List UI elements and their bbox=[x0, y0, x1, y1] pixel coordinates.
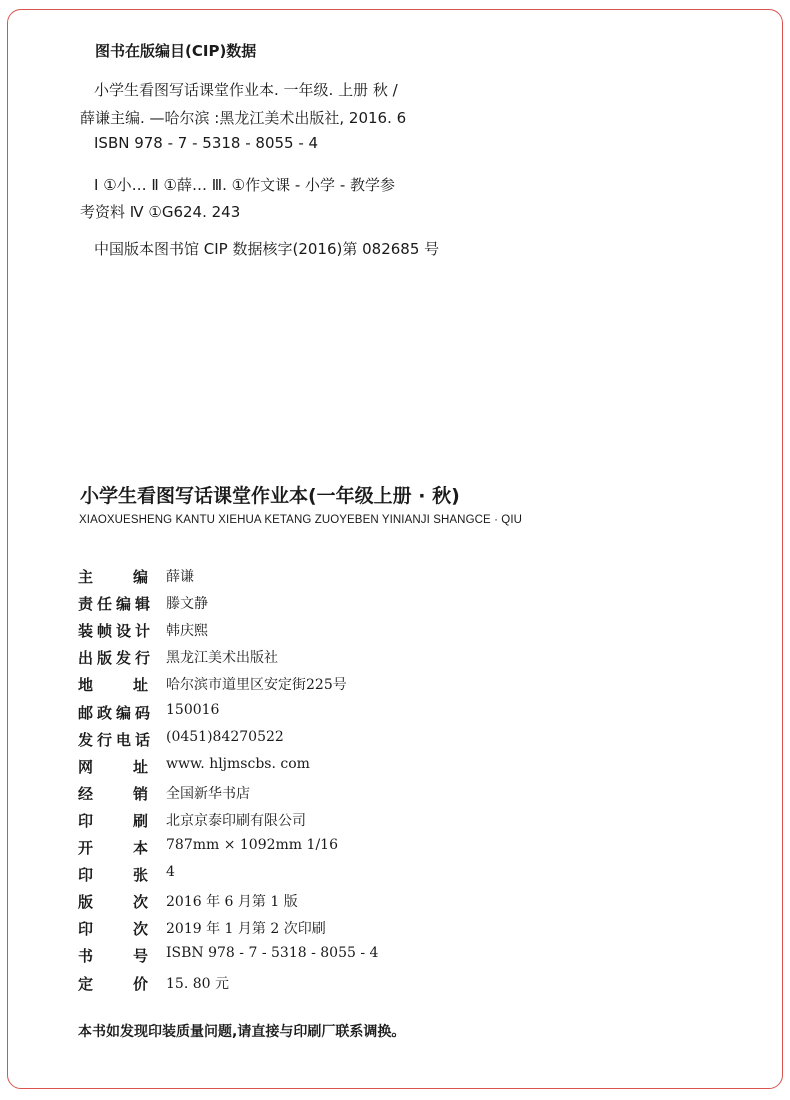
info-value: www. hljmscbs. com bbox=[166, 756, 310, 772]
info-label-char: 计 bbox=[134, 622, 150, 640]
info-label-char: 次 bbox=[132, 920, 148, 938]
info-value: 薛谦 bbox=[166, 569, 194, 585]
info-label-char: 书 bbox=[78, 947, 94, 965]
info-label-char: 张 bbox=[132, 866, 148, 884]
info-label-char: 定 bbox=[78, 975, 94, 993]
info-label bbox=[78, 566, 148, 587]
info-value: 4 bbox=[166, 864, 175, 880]
info-label bbox=[78, 891, 148, 912]
cip-line-title: 小学生看图写话课堂作业本. 一年级. 上册 秋 / bbox=[94, 81, 398, 99]
info-value: 15. 80 元 bbox=[166, 976, 229, 992]
info-label bbox=[78, 729, 150, 750]
info-value: ISBN 978 - 7 - 5318 - 8055 - 4 bbox=[166, 945, 379, 961]
info-label-char: 价 bbox=[132, 975, 148, 993]
info-value: 2019 年 1 月第 2 次印刷 bbox=[166, 921, 326, 937]
info-value: 滕文静 bbox=[166, 596, 208, 612]
cip-heading: 图书在版编目(CIP)数据 bbox=[95, 42, 257, 60]
info-label-char: 编 bbox=[115, 595, 131, 613]
info-label-char: 刷 bbox=[132, 812, 148, 830]
info-label-char: 电 bbox=[115, 731, 131, 749]
info-label-char: 号 bbox=[132, 947, 148, 965]
info-value: 哈尔滨市道里区安定街225号 bbox=[166, 677, 347, 693]
info-label-char: 任 bbox=[96, 595, 112, 613]
cip-line-editor: 薛谦主编. —哈尔滨 :黑龙江美术出版社, 2016. 6 bbox=[80, 109, 407, 127]
info-label-char: 行 bbox=[134, 649, 150, 667]
cip-line-isbn: ISBN 978 - 7 - 5318 - 8055 - 4 bbox=[94, 134, 319, 152]
info-label-char: 行 bbox=[96, 731, 112, 749]
info-label-char: 次 bbox=[132, 893, 148, 911]
info-label-char: 印 bbox=[78, 812, 94, 830]
info-label bbox=[78, 647, 150, 668]
cip-line-record-number: 中国版本图书馆 CIP 数据核字(2016)第 082685 号 bbox=[94, 240, 440, 258]
info-label-char: 主 bbox=[78, 568, 94, 586]
info-label-char: 装 bbox=[78, 622, 94, 640]
info-value: 787mm × 1092mm 1/16 bbox=[166, 837, 338, 853]
info-label-char: 发 bbox=[78, 731, 94, 749]
info-label-char: 址 bbox=[132, 758, 148, 776]
info-label-char: 版 bbox=[96, 649, 112, 667]
info-label bbox=[78, 945, 148, 966]
info-value: 黑龙江美术出版社 bbox=[166, 650, 278, 666]
info-label-char: 设 bbox=[115, 622, 131, 640]
footer-note: 本书如发现印装质量问题,请直接与印刷厂联系调换。 bbox=[78, 1024, 406, 1040]
info-value: 韩庆熙 bbox=[166, 623, 208, 639]
info-label-char: 码 bbox=[134, 704, 150, 722]
info-label bbox=[78, 810, 148, 831]
info-label-char: 销 bbox=[132, 785, 148, 803]
info-label-char: 编 bbox=[115, 704, 131, 722]
info-label bbox=[78, 783, 148, 804]
info-value: 2016 年 6 月第 1 版 bbox=[166, 894, 298, 910]
info-label bbox=[78, 674, 148, 695]
info-label-char: 编 bbox=[132, 568, 148, 586]
info-label-char: 网 bbox=[78, 758, 94, 776]
info-value: (0451)84270522 bbox=[166, 729, 284, 745]
cip-line-classification-cont: 考资料 Ⅳ ①G624. 243 bbox=[80, 203, 241, 221]
info-label bbox=[78, 837, 148, 858]
info-label-char: 地 bbox=[78, 676, 94, 694]
info-label-char: 开 bbox=[78, 839, 94, 857]
info-label-char: 本 bbox=[132, 839, 148, 857]
info-label bbox=[78, 620, 150, 641]
info-label-char: 印 bbox=[78, 866, 94, 884]
info-label-char: 出 bbox=[78, 649, 94, 667]
info-label-char: 邮 bbox=[78, 704, 94, 722]
info-label bbox=[78, 756, 148, 777]
info-label-char: 政 bbox=[96, 704, 112, 722]
info-label-char: 印 bbox=[78, 920, 94, 938]
info-label-char: 址 bbox=[132, 676, 148, 694]
info-label bbox=[78, 593, 150, 614]
book-title-pinyin: XIAOXUESHENG KANTU XIEHUA KETANG ZUOYEBEN YINIANJI SHANGCE · QIU bbox=[79, 514, 523, 526]
info-label bbox=[78, 973, 148, 994]
info-value: 全国新华书店 bbox=[166, 786, 250, 802]
info-label bbox=[78, 702, 150, 723]
info-value: 150016 bbox=[166, 702, 220, 718]
book-title: 小学生看图写话课堂作业本(一年级上册 · 秋) bbox=[80, 485, 460, 507]
cip-line-classification: Ⅰ ①小… Ⅱ ①薛… Ⅲ. ①作文课 - 小学 - 教学参 bbox=[94, 176, 395, 194]
info-label bbox=[78, 918, 148, 939]
info-value: 北京京泰印刷有限公司 bbox=[166, 813, 306, 829]
info-label bbox=[78, 864, 148, 885]
info-label-char: 经 bbox=[78, 785, 94, 803]
info-label-char: 帧 bbox=[96, 622, 112, 640]
info-label-char: 版 bbox=[78, 893, 94, 911]
info-label-char: 话 bbox=[134, 731, 150, 749]
info-label-char: 责 bbox=[78, 595, 94, 613]
info-label-char: 发 bbox=[115, 649, 131, 667]
info-label-char: 辑 bbox=[134, 595, 150, 613]
